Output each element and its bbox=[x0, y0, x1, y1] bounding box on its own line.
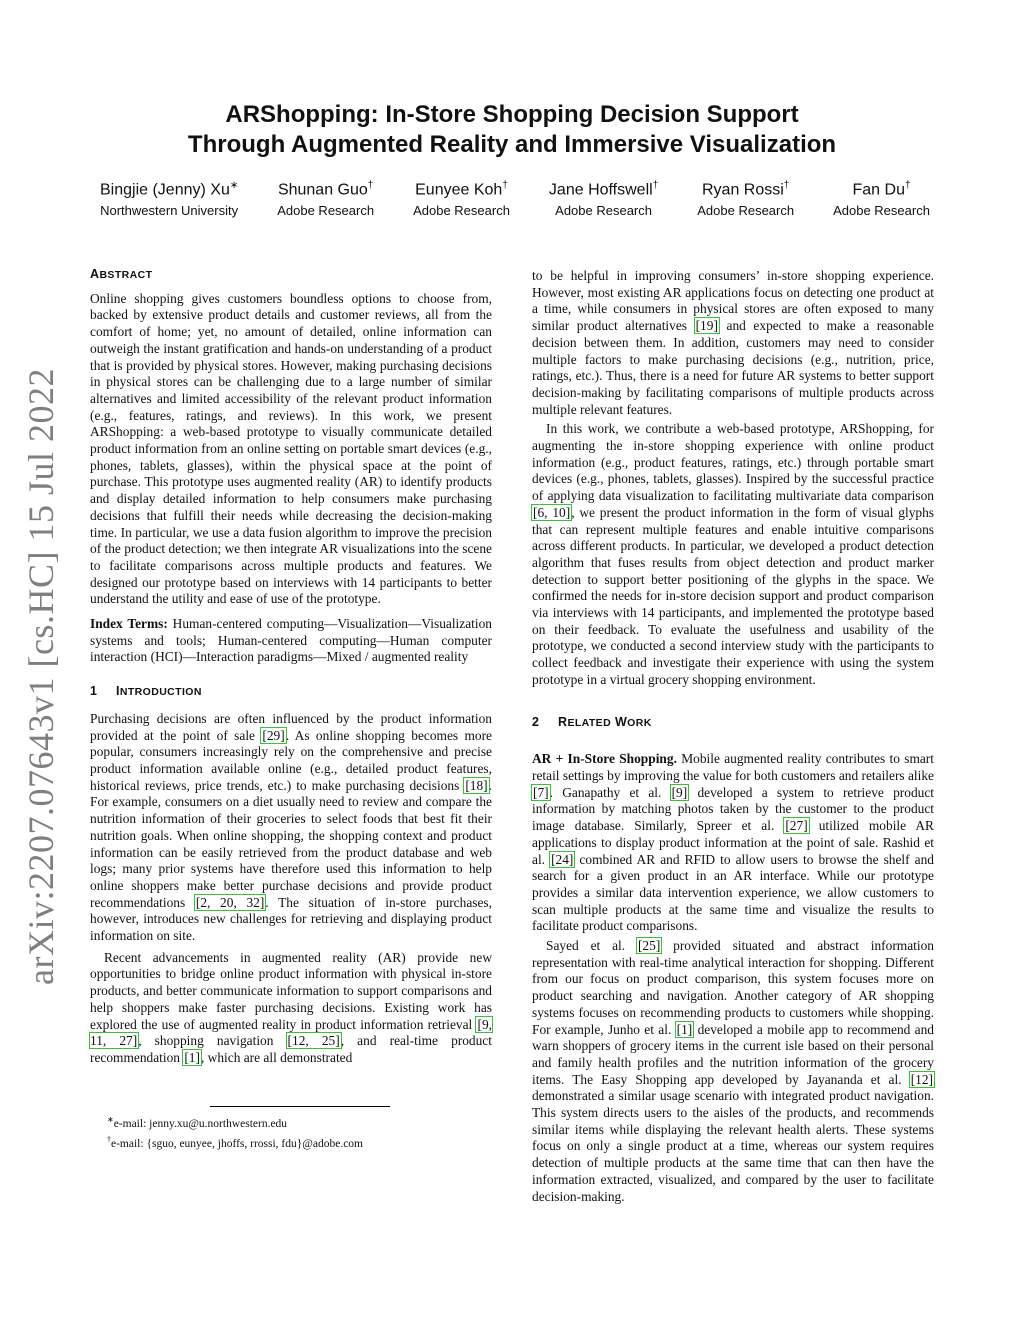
text-run: . Ganapathy et al. bbox=[549, 784, 671, 800]
author bbox=[100, 176, 238, 222]
text-run: , shopping navigation bbox=[138, 1033, 287, 1049]
related-paragraph-2 bbox=[532, 938, 934, 1205]
text-run: In this work, we contribute a web-based prototype, ARShopping, for augmenting the in-store shopping experience with online product information (e.g., product features, ratings, etc.) through portable smart devices (e.g., phones, tablets, glasses). Inspired by the successful practice of applying data visualization to facilitating multivariate data comparison bbox=[532, 421, 934, 504]
text-run: developed a system to retrieve product information by matching photos taken by the customer to the product image database. Similarly, Spreer et al. bbox=[532, 784, 934, 834]
text-run: , which are all demonstrated bbox=[200, 1049, 353, 1065]
left-column bbox=[90, 266, 492, 1067]
text-run: . The situation of in-store purchases, however, introduces new challenges for retrieving and displaying product information on site. bbox=[90, 894, 492, 944]
heading-initial: W bbox=[614, 714, 628, 729]
author-mark: † bbox=[367, 180, 374, 191]
text-run: developed a mobile app to recommend and warn shoppers of grocery items in the current isle based on their personal and family health profiles and the nutrition information of the grocery items. The Easy Shopping app developed by Jayananda et al. bbox=[532, 1021, 934, 1087]
author bbox=[549, 176, 658, 222]
author-name: Bingjie (Jenny) Xu bbox=[100, 181, 230, 199]
citation-link[interactable]: [29] bbox=[262, 727, 285, 743]
citation-link[interactable]: [12, 25] bbox=[287, 1033, 340, 1049]
section-number: 2 bbox=[532, 714, 540, 729]
paragraph-label: AR + In-Store Shopping. bbox=[532, 751, 677, 767]
author-name: Ryan Rossi bbox=[701, 181, 784, 199]
intro-paragraph-3 bbox=[532, 268, 934, 418]
related-paragraph-1 bbox=[532, 751, 934, 935]
heading-rest: BSTRACT bbox=[99, 269, 153, 281]
footnote-text: e-mail: {sguo, eunyee, jhoffs, rrossi, fdu}@adobe.com bbox=[111, 1137, 364, 1150]
footnote bbox=[107, 1132, 497, 1152]
citation-link[interactable]: [12] bbox=[910, 1071, 933, 1087]
intro-heading bbox=[90, 683, 492, 701]
text-run: Sayed et al. bbox=[546, 938, 637, 954]
related-work-heading bbox=[532, 714, 934, 732]
author-name: Jane Hoffswell bbox=[548, 181, 653, 199]
author-affiliation: Adobe Research bbox=[697, 203, 795, 219]
text-run: , and real-time product recommendation bbox=[90, 1033, 492, 1065]
paper-title bbox=[0, 100, 1024, 160]
index-terms bbox=[90, 616, 492, 666]
text-run: demonstrated a similar usage scenario with integrated product navigation. This system directs users to the aisles of the products, and recommends similar items while displaying the relevant health alerts. These systems focus on only a single product at a time, whereas our system requires detection of multiple products at the same time that can then have the information extracted, visualized, and compared by the user to facilitate decision-making. bbox=[532, 1088, 934, 1204]
author bbox=[833, 176, 930, 222]
author-affiliation: Adobe Research bbox=[413, 203, 510, 219]
footnote bbox=[107, 1112, 497, 1132]
text-run: Purchasing decisions are often influenced by the product information provided at the point of sale bbox=[90, 710, 492, 743]
title-line-2: Through Augmented Reality and Immersive Visualization bbox=[187, 131, 837, 158]
footnote-text: e-mail: jenny.xu@u.northwestern.edu bbox=[113, 1117, 288, 1130]
heading-initial: R bbox=[558, 714, 568, 729]
text-run: . For example, consumers on a diet usually need to review and compare the nutrition information of their groceries to select foods that best fit their nutrition goals. When online shopping, the shopping context and product information can be easily retrieved from the product database and web logs; many prior systems have therefore used this information to help online shoppers make better purchase decisions and provide product recommendations bbox=[90, 777, 492, 910]
author-mark: † bbox=[652, 180, 659, 191]
heading-rest: NTRODUCTION bbox=[119, 686, 202, 699]
citation-link[interactable]: [25] bbox=[637, 938, 661, 954]
abstract-heading bbox=[90, 266, 492, 284]
author bbox=[277, 176, 374, 222]
author-mark: † bbox=[904, 180, 911, 191]
footnote-mark: † bbox=[107, 1134, 111, 1144]
author-affiliation: Adobe Research bbox=[555, 203, 652, 219]
text-run: to be helpful in improving consumers’ in-store shopping experience. However, most existing AR applications focus on detecting one product at a time, while consumers in physical stores are often exposed to many similar product alternatives bbox=[532, 268, 934, 334]
heading-initial: I bbox=[116, 684, 120, 699]
author-mark: † bbox=[783, 180, 790, 191]
citation-link[interactable]: [1] bbox=[676, 1021, 693, 1037]
footnote-divider bbox=[210, 1106, 390, 1107]
text-run: . As online shopping becomes more popular, consumers increasingly rely on the comprehensive and precise product information available online (e.g., detailed product features, historical reviews, price trends, etc.) to make purchasing decisions bbox=[90, 727, 492, 793]
author-name: Shunan Guo bbox=[277, 181, 368, 199]
heading-rest: ELATED bbox=[567, 716, 612, 729]
author bbox=[413, 176, 510, 222]
author-affiliation: Adobe Research bbox=[833, 203, 930, 219]
intro-paragraph-1 bbox=[90, 711, 492, 945]
citation-link[interactable]: [18] bbox=[465, 777, 488, 793]
text-run: Recent advancements in augmented reality (AR) provide new opportunities to bridge online product information with physical in-store products, and better communicate information to support comparisons and help shoppers make faster purchasing decisions. Existing work has explored the use of augmented reality in product information retrieval bbox=[90, 949, 492, 1032]
author-affiliation: Northwestern University bbox=[100, 203, 239, 219]
author bbox=[697, 176, 794, 222]
citation-link[interactable]: [9, 11, 27] bbox=[90, 1016, 492, 1049]
heading-initial: A bbox=[90, 267, 100, 281]
index-terms-label: Index Terms: bbox=[90, 616, 168, 632]
author-name: Fan Du bbox=[852, 181, 905, 199]
section-number: 1 bbox=[90, 684, 98, 699]
author-name: Eunyee Koh bbox=[415, 181, 503, 199]
text-run: provided situated and abstract information representation with real-time analytical interaction for shopping. Different from our focus on product comparison, this system focuses more on product searching and navigation. Another category of AR shopping systems focuses on recommending products to customers while shopping. For example, Junho et al. bbox=[532, 938, 934, 1037]
index-terms-text: Human-centered computing—Visualization—Visualization systems and tools; Human-centered computing—Human computer interaction (HCI)—Interaction paradigms—Mixed / augmented reality bbox=[90, 616, 492, 665]
arxiv-identifier: arXiv:2207.07643v1 [cs.HC] 15 Jul 2022 bbox=[21, 368, 61, 985]
intro-paragraph-2 bbox=[90, 950, 492, 1067]
author-mark: ∗ bbox=[229, 180, 239, 191]
right-column bbox=[532, 268, 934, 1205]
intro-paragraph-4 bbox=[532, 421, 934, 688]
author-list bbox=[100, 176, 930, 222]
text-run: and expected to make a reasonable decision between them. In addition, customers may need to consider multiple factors to make purchasing decisions (e.g., nutrition, price, ratings, etc.). Thus, there is a need for future AR systems to better support decision-making by facilitating comparisons of multiple products across multiple relevant features. bbox=[532, 318, 934, 417]
citation-link[interactable]: [19] bbox=[695, 318, 718, 334]
text-run: , we present the product information in the form of visual glyphs that can represent multiple features and enable intuitive comparisons across different products. In particular, we developed a product detection algorithm that fuses results from object detection and product marker detection to support better positioning of the glyphs in the space. We confirmed the needs for in-store decision support and product comparison via interviews with 14 participants, and implemented the prototype based on their feedback. To evaluate the usefulness and usability of the prototype, we conducted a second interview study with the participants to collect feedback and investigate their experience with using the system prototype in a virtual grocery shopping environment. bbox=[532, 504, 935, 687]
author-mark: † bbox=[502, 180, 508, 191]
title-line-1: ARShopping: In-Store Shopping Decision Support bbox=[225, 101, 799, 128]
text-run: Mobile augmented reality contributes to smart retail settings by improving the value for both customers and retailers alike bbox=[532, 751, 934, 783]
citation-link[interactable]: [7] bbox=[533, 784, 549, 800]
citation-link[interactable]: [9] bbox=[671, 784, 688, 800]
citation-link[interactable]: [2, 20, 32] bbox=[195, 894, 265, 910]
citation-link[interactable]: [27] bbox=[785, 818, 808, 834]
text-run: utilized mobile AR applications to display product information at the point of sale. Rashid et al. bbox=[532, 818, 934, 867]
author-affiliation: Adobe Research bbox=[277, 203, 375, 219]
footnotes bbox=[107, 1112, 497, 1152]
text-run: combined AR and RFID to allow users to browse the shelf and search for a given product in an AR interface. While our prototype provides a similar data intervention experience, we allow customers to scan multiple products at the same time and visualize the results to facilitate product comparisons. bbox=[532, 851, 934, 934]
heading-rest: ORK bbox=[627, 716, 652, 729]
abstract-text: Online shopping gives customers boundless options to choose from, backed by extensive product details and customer reviews, all from the comfort of home; yet, no amount of detailed, online information can outweigh the instant gratification and hands-on understanding of a product that is provided by physical stores. However, making purchasing decisions in physical stores can be challenging due to a large number of similar alternatives and limited accessibility of the relevant product information (e.g., features, ratings, and reviews). In this work, we present ARShopping: a web-based prototype to visually communicate detailed product information from an online setting on portable smart devices (e.g., phones, tablets, glasses), within the physical space at the point of purchase. This prototype uses augmented reality (AR) to identify products and display detailed information to help consumers make purchasing decisions that fulfill their needs while decreasing the decision-making time. In particular, we use a data fusion algorithm to improve the precision of the product detection; we then integrate AR visualizations into the scene to facilitate comparisons across multiple products and features. We designed our prototype based on interviews with 14 participants to better understand the utility and ease of use of the prototype. bbox=[90, 290, 492, 607]
citation-link[interactable]: [1] bbox=[184, 1049, 200, 1065]
citation-link[interactable]: [24] bbox=[551, 851, 574, 867]
footnote-mark: ∗ bbox=[107, 1115, 114, 1124]
citation-link[interactable]: [6, 10] bbox=[533, 504, 571, 520]
